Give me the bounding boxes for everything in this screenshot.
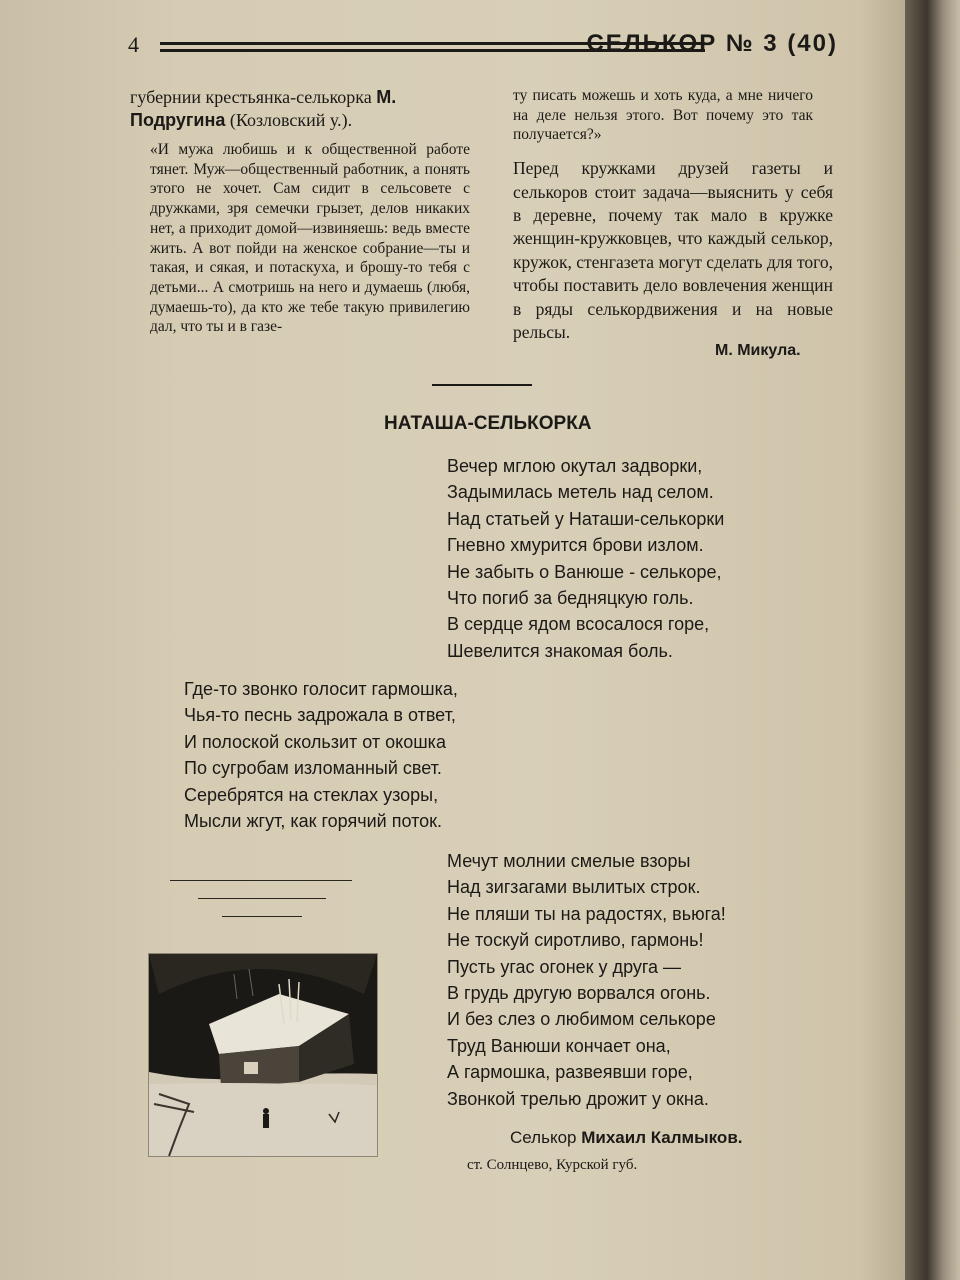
author-prefix: Селькор xyxy=(510,1128,582,1147)
facing-page-edge xyxy=(905,0,960,1280)
poem-line: Вечер мглою окутал задворки, xyxy=(447,456,703,476)
right-column xyxy=(513,86,833,344)
poem-line: Над зигзагами вылитых строк. xyxy=(447,877,701,898)
poem-line: Задымилась метель над селом. xyxy=(447,482,714,503)
left-column xyxy=(130,86,470,337)
author-place: ст. Солнцево, Курской губ. xyxy=(467,1157,638,1173)
page-number: 4 xyxy=(128,32,139,57)
illustration-drawing xyxy=(149,954,377,1156)
poem-line: Мечут молнии смелые взоры xyxy=(447,851,691,871)
poem-line: Пусть угас огонек у друга — xyxy=(447,956,682,977)
section-divider xyxy=(432,384,532,386)
page-header xyxy=(128,32,838,66)
poem-line: В сердце ядом всосалося горе, xyxy=(447,614,710,635)
poem-author xyxy=(510,1128,743,1148)
poem-line: Где-то звонко голосит гармошка, xyxy=(184,679,458,699)
poem-stanza-1 xyxy=(447,453,724,664)
poem-line: Шевелится знакомая боль. xyxy=(447,640,673,661)
intro-paragraph xyxy=(130,86,470,132)
editorial-paragraph: Перед кружками друзей газеты и селькоров стоит задача—выяснить у себя в деревне, почему так мало в кружке женщин-кружковцев, что каждый селькор, кружок, стенгазета могут сделать для того, чтобы поставить дело вовлечения женщин в ряды селькордвижения и на новые рельсы. xyxy=(513,158,833,342)
author-name: М. Подругина xyxy=(130,87,397,130)
poem-line: Что погиб за бедняцкую голь. xyxy=(447,588,694,609)
poem-line: Звонкой трелью дрожит у окна. xyxy=(447,1088,709,1109)
poem-line: И без слез о любимом селькоре xyxy=(447,1009,716,1030)
author-full-name: Михаил Калмыков. xyxy=(581,1128,743,1147)
poem-stanza-3 xyxy=(447,848,726,1112)
poem-line: Мысли жгут, как горячий поток. xyxy=(184,811,443,832)
poem-line: Не пляши ты на радостях, вьюга! xyxy=(447,903,726,924)
poem-title: НАТАША-СЕЛЬКОРКА xyxy=(384,413,592,434)
poem-line: Серебрятся на стеклах узоры, xyxy=(184,784,439,805)
poem-line: В грудь другую ворвался огонь. xyxy=(447,983,711,1004)
poem-line: По сугробам изломанный свет. xyxy=(184,758,442,779)
ornament-line xyxy=(170,880,352,881)
ornament-line xyxy=(222,916,302,917)
poem-line: Над статьей у Наташи-селькорки xyxy=(447,508,725,529)
letter-quote: «И мужа любишь и к общественной работе тянет. Муж—общественный работник, а понять этого не хочет. Сам сидит в сельсовете с дружками, зря семечки грызет, делов никаких нет, а приходит домой—извиняешь: ведь вместе жить. А вот пойди на женское собрание—ты и такая, и сякая, и потаскуха, и брошу-то тебя с детьми... А смотришь на него и думаешь (любя, думаешь-то), да кто же тебе такую привилегию дал, что ты и в газе- xyxy=(150,141,470,336)
poem-line: Не забыть о Ванюше - селькоре, xyxy=(447,561,722,582)
poem-line: Гневно хмурится брови излом. xyxy=(447,535,704,556)
ornament-line xyxy=(198,898,326,899)
poem-line: Труд Ванюши кончает она, xyxy=(447,1035,671,1056)
intro-rest: (Козловский у.). xyxy=(225,110,353,130)
poem-line: Чья-то песнь задрожала в ответ, xyxy=(184,705,456,726)
snowy-hut-at-night-icon xyxy=(148,953,378,1157)
intro-text: губернии крестьянка-селькорка xyxy=(130,87,377,107)
poem-line: Не тоскуй сиротливо, гармонь! xyxy=(447,930,704,951)
editorial-signature: М. Микула. xyxy=(715,342,801,359)
poem-stanza-2 xyxy=(184,676,458,834)
poem-line: А гармошка, развеявши горе, xyxy=(447,1062,693,1083)
quote-end: ту писать можешь и хоть куда, а мне ничего на деле нельзя этого. Вот почему это так получается?» xyxy=(513,87,813,144)
poem-line: И полоской скользит от окошка xyxy=(184,731,446,752)
magazine-title: СЕЛЬКОР № 3 (40) xyxy=(586,30,838,57)
